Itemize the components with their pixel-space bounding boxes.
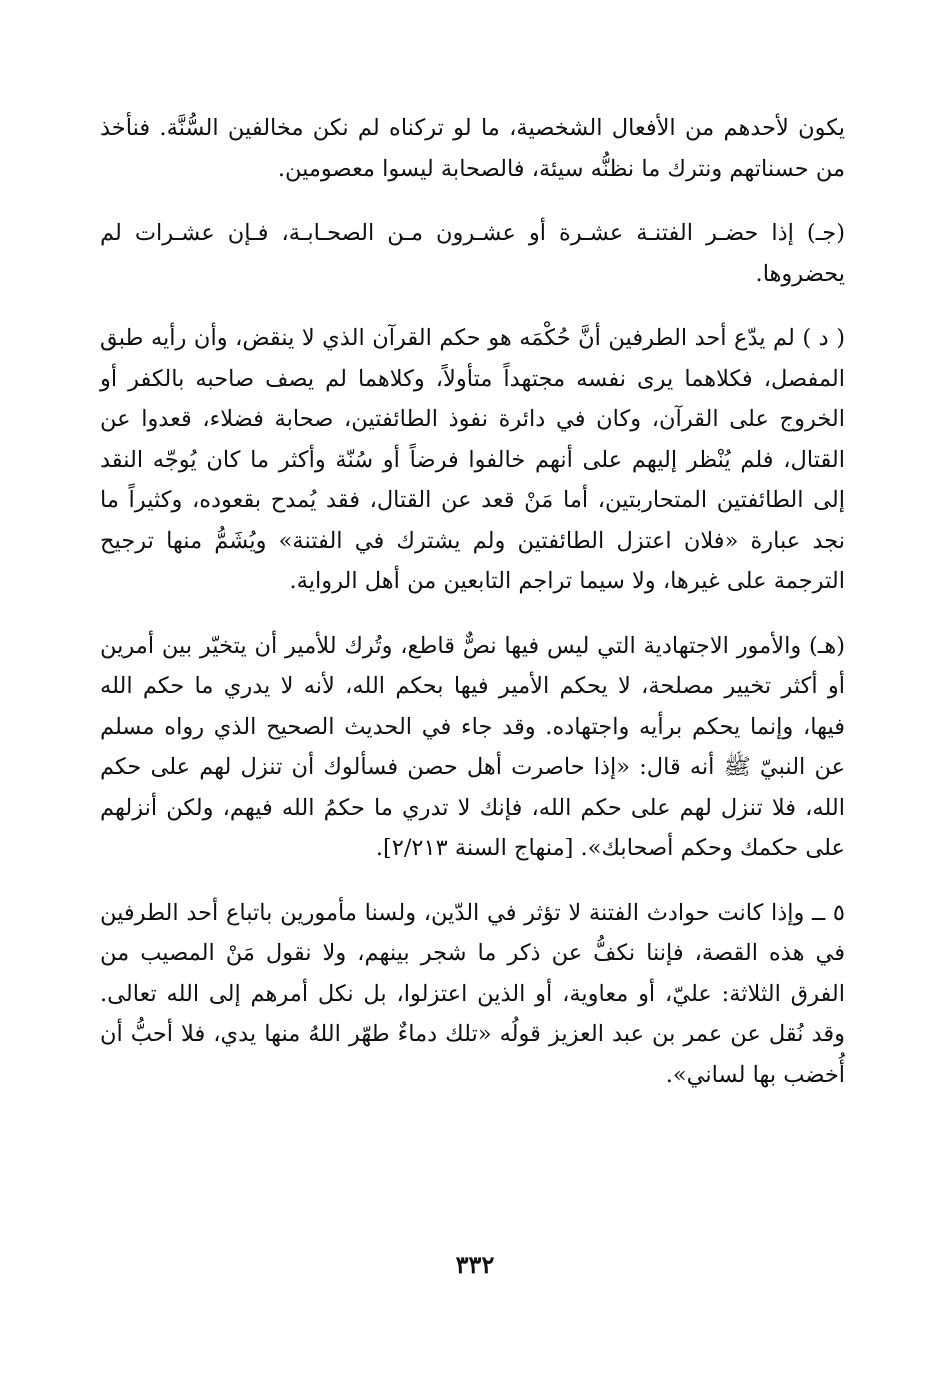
paragraph-point-5: ٥ ــ وإذا كانت حوادث الفتنة لا تؤثر في الدّين، ولسنا مأمورين باتباع أحد الطرفين في هذه القصة، فإننا نكفُّ عن ذكر ما شجر بينهم، ولا نقول مَنْ المصيب من الفرق الثلاثة: عليّ، أو معاوية، أو الذين اعتزلوا، بل نكل أمرهم إلى الله تعالى. وقد نُقل عن عمر بن عبد العزيز قولُه «تلك دماءٌ طهّر اللهُ منها يدي، فلا أحبُّ أن أُخضب بها لساني». <box>100 899 845 1088</box>
paragraph-ha: (هـ) والأمور الاجتهادية التي ليس فيها نصٌّ قاطع، وتُرك للأمير أن يتخيّر بين أمرين أو أكثر تخيير مصلحة، لا يحكم الأمير فيها بحكم الله، لأنه لا يدري ما حكم الله فيها، وإنما يحكم برأيه واجتهاده. وقد جاء في الحديث الصحيح الذي رواه مسلم عن النبيّ ﷺ أنه قال: «إذا حاصرت أهل حصن فسألوك أن تنزل لهم على حكم الله، فلا تنزل لهم على حكم الله، فإنك لا تدري ما حكمُ الله فيهم، ولكن أنزلهم على حكمك وحكم أصحابك». [منهاج السنة ٢/٢١٣]. <box>100 632 845 861</box>
page-number: ٣٣٢ <box>455 1250 495 1279</box>
paragraph-jim: (جـ) إذا حضـر الفتنـة عشـرة أو عشـرون مـن الصحـابـة، فـإن عشـرات لم يحضروها. <box>100 220 845 287</box>
paragraph-dal: ( د ) لم يدّع أحد الطرفين أنَّ حُكْمَه هو حكم القرآن الذي لا ينقض، وأن رأيه طبق المفصل، فكلاهما يرى نفسه مجتهداً متأولاً، وكلاهما لم يصف صاحبه بالكفر أو الخروج على القرآن، وكان في دائرة نفوذ الطائفتين، صحابة فضلاء، قعدوا عن القتال، فلم يُنْظر إليهم على أنهم خالفوا فرضاً أو سُنّة وأكثر ما كان يُوجّه النقد إلى الطائفتين المتحاربتين، أما مَنْ قعد عن القتال، فقد يُمدح بقعوده، وكثيراً ما نجد عبارة «فلان اعتزل الطائفتين ولم يشترك في الفتنة» ويُشَمُّ منها ترجيح الترجمة على غيرها، ولا سيما تراجم التابعين من أهل الرواية. <box>100 325 845 594</box>
page-body <box>100 108 845 1119</box>
paragraph-continuation: يكون لأحدهم من الأفعال الشخصية، ما لو تركناه لم نكن مخالفين السُّنَّة. فنأخذ من حسناتهم ونترك ما نظنُّه سيئة، فالصحابة ليسوا معصومين. <box>100 115 845 182</box>
